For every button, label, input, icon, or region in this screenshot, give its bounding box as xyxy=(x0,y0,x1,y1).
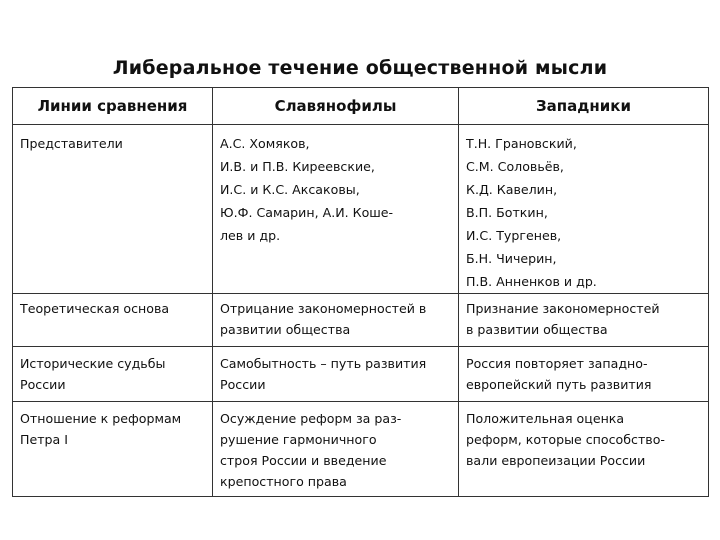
cell-criterion xyxy=(13,402,213,497)
cell-westernizers xyxy=(459,294,709,347)
cell-line: Положительная оценка xyxy=(466,411,625,426)
cell-line: крепостного права xyxy=(220,474,347,489)
cell-criterion xyxy=(13,125,213,294)
cell-slavophiles xyxy=(213,125,459,294)
header-slavophiles: Славянофилы xyxy=(213,88,459,125)
cell-slavophiles xyxy=(213,402,459,497)
cell-line: строя России и введение xyxy=(220,453,387,468)
comparison-table xyxy=(12,87,709,497)
cell-line: Исторические судьбы xyxy=(20,356,166,371)
cell-line: К.Д. Кавелин, xyxy=(466,182,558,197)
table-row xyxy=(13,125,709,294)
cell-line: Отрицание закономерностей в xyxy=(220,301,427,316)
cell-line: И.В. и П.В. Киреевские, xyxy=(220,159,375,174)
cell-line: А.С. Хомяков, xyxy=(220,136,310,151)
cell-line: Россия повторяет западно- xyxy=(466,356,648,371)
header-criteria: Линии сравнения xyxy=(13,88,213,125)
cell-line: Отношение к реформам xyxy=(20,411,182,426)
cell-line: П.В. Анненков и др. xyxy=(466,274,597,289)
cell-line: Представители xyxy=(20,136,123,151)
cell-westernizers xyxy=(459,347,709,402)
cell-line: европейский путь развития xyxy=(466,377,652,392)
cell-line: Петра I xyxy=(20,432,68,447)
cell-slavophiles xyxy=(213,294,459,347)
cell-line: С.М. Соловьёв, xyxy=(466,159,564,174)
cell-line: В.П. Боткин, xyxy=(466,205,548,220)
cell-line: Б.Н. Чичерин, xyxy=(466,251,557,266)
cell-line: Ю.Ф. Самарин, А.И. Коше- xyxy=(220,205,394,220)
table-row xyxy=(13,294,709,347)
cell-line: И.С. и К.С. Аксаковы, xyxy=(220,182,360,197)
cell-line: развитии общества xyxy=(220,322,351,337)
cell-line: Т.Н. Грановский, xyxy=(466,136,577,151)
cell-line: Самобытность – путь развития xyxy=(220,356,427,371)
cell-line: лев и др. xyxy=(220,228,281,243)
page-title: Либеральное течение общественной мысли xyxy=(112,57,608,79)
cell-slavophiles xyxy=(213,347,459,402)
cell-line: рушение гармоничного xyxy=(220,432,377,447)
cell-criterion xyxy=(13,347,213,402)
table-row xyxy=(13,347,709,402)
cell-westernizers xyxy=(459,125,709,294)
cell-line: Теоретическая основа xyxy=(20,301,170,316)
cell-line: Признание закономерностей xyxy=(466,301,660,316)
cell-line: реформ, которые способство- xyxy=(466,432,665,447)
cell-criterion xyxy=(13,294,213,347)
cell-line: России xyxy=(20,377,66,392)
table-header-row xyxy=(13,88,709,125)
cell-line: вали европеизации России xyxy=(466,453,646,468)
cell-line: И.С. Тургенев, xyxy=(466,228,562,243)
cell-line: России xyxy=(220,377,266,392)
cell-line: Осуждение реформ за раз- xyxy=(220,411,402,426)
cell-westernizers xyxy=(459,402,709,497)
table-row xyxy=(13,402,709,497)
header-westernizers: Западники xyxy=(459,88,709,125)
cell-line: в развитии общества xyxy=(466,322,608,337)
